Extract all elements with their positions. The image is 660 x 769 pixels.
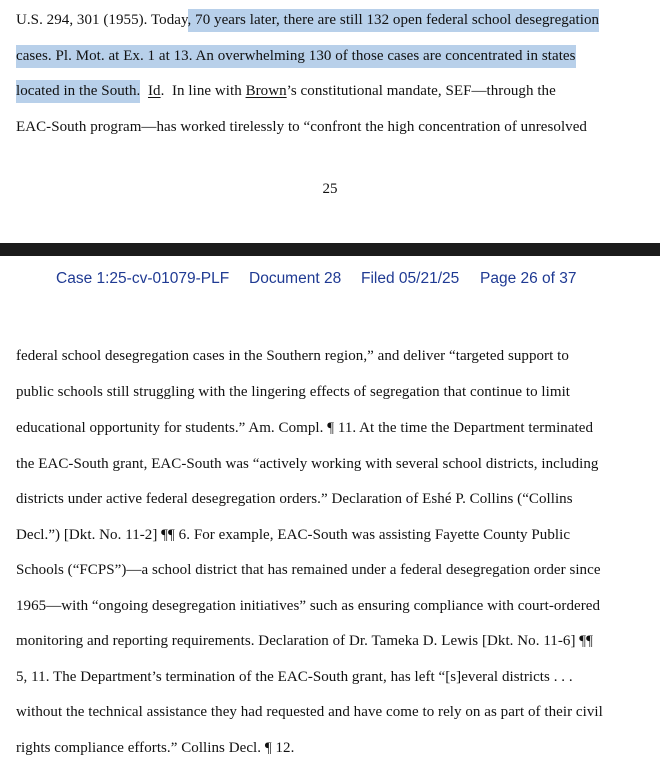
text-run: EAC-South program—has worked tirelessly to “confront the high concentration of unresolved: [16, 119, 587, 135]
text-gap: [140, 83, 148, 99]
body-line: educational opportunity for students.” Am. Compl. ¶ 11. At the time the Department terminated: [16, 420, 594, 436]
body-line: federal school desegregation cases in the Southern region,” and deliver “targeted support to: [16, 348, 569, 364]
body-line: Schools (“FCPS”)—a school district that has remained under a federal desegregation order since: [16, 562, 601, 578]
text-line: [16, 47, 576, 65]
document-number: Document 28: [249, 270, 342, 287]
highlighted-text: , 70 years later, there are still 132 open federal school desegregation: [188, 9, 600, 32]
body-line: 1965—with “ongoing desegregation initiatives” such as ensuring compliance with court-ordered: [16, 598, 601, 614]
page-number: 25: [322, 181, 338, 197]
body-line: the EAC-South grant, EAC-South was “actively working with several school districts, including: [16, 456, 599, 472]
highlighted-text: located in the South.: [16, 80, 140, 103]
text-run: . In line with: [160, 83, 246, 99]
text-line: [16, 11, 599, 29]
text-line: [16, 118, 587, 136]
body-line: without the technical assistance they had requested and have come to rely on as part of their civil: [16, 704, 603, 720]
text-run: U.S. 294, 301 (1955). Today: [16, 12, 188, 28]
body-line: monitoring and reporting requirements. Declaration of Dr. Tameka D. Lewis [Dkt. No. 11-6] ¶¶: [16, 633, 593, 649]
citation-id: Id: [147, 83, 161, 99]
highlighted-text: cases. Pl. Mot. at Ex. 1 at 13. An overwhelming 130 of those cases are concentrated in states: [16, 45, 576, 68]
body-line: rights compliance efforts.” Collins Decl. ¶ 12.: [16, 740, 295, 756]
page-25: [0, 0, 660, 243]
page-26: [0, 256, 660, 769]
body-line: Decl.”) [Dkt. No. 11-2] ¶¶ 6. For example, EAC-South was assisting Fayette County Public: [16, 527, 571, 543]
case-name-brown: Brown: [245, 83, 287, 99]
body-line: public schools still struggling with the lingering effects of segregation that continue to limit: [16, 384, 571, 400]
body-line: 5, 11. The Department’s termination of the EAC-South grant, has left “[s]everal districts . . .: [16, 669, 573, 685]
text-run: ’s constitutional mandate, SEF—through the: [286, 83, 556, 99]
body-line: districts under active federal desegregation orders.” Declaration of Eshé P. Collins (“Collins: [16, 491, 573, 507]
page-separator: [0, 243, 660, 256]
filed-date: Filed 05/21/25: [361, 270, 460, 287]
page-count: Page 26 of 37: [480, 270, 577, 287]
case-number: Case 1:25-cv-01079-PLF: [56, 270, 230, 287]
text-line: [16, 82, 556, 100]
